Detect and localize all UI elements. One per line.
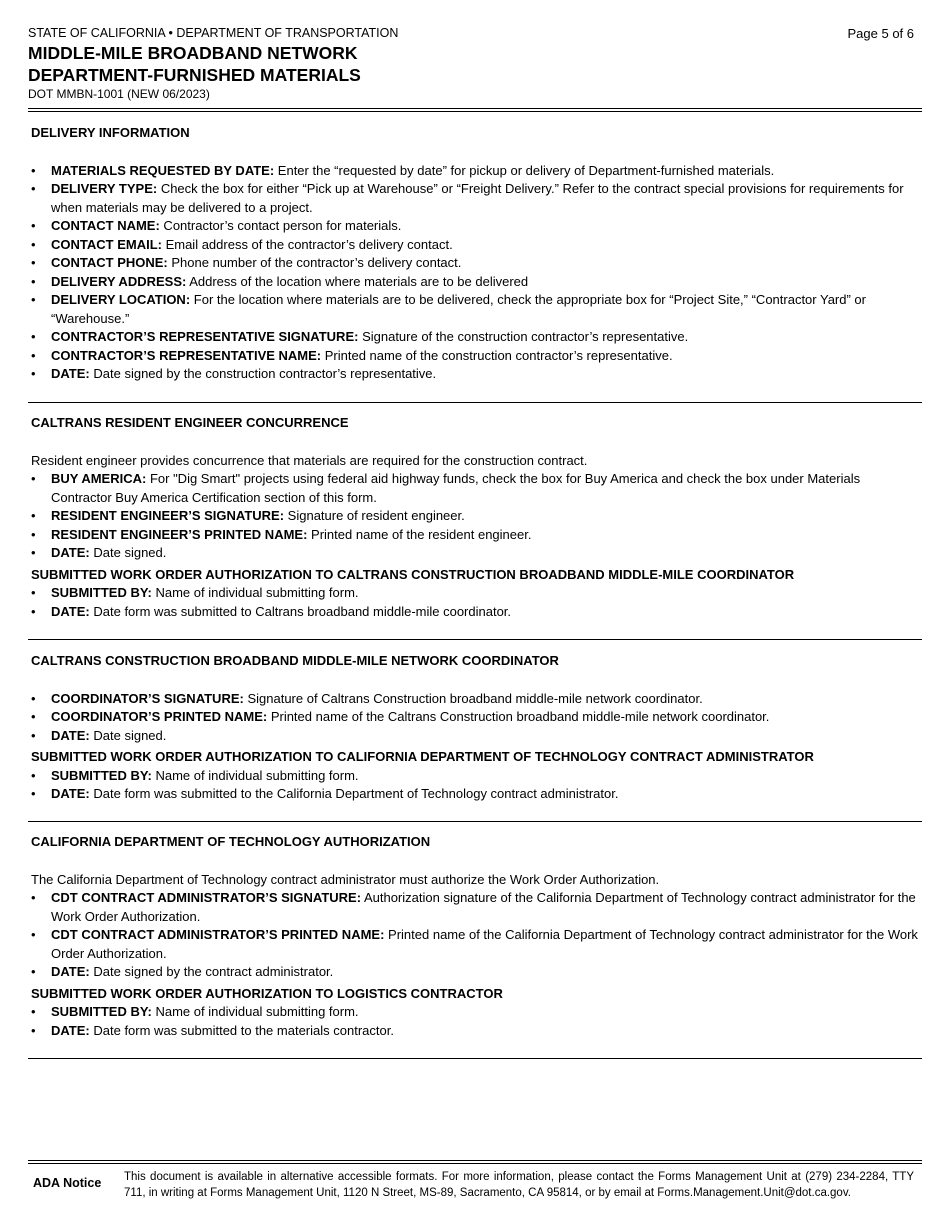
page-header xyxy=(28,26,922,104)
list-item xyxy=(31,507,919,526)
subsection-heading: SUBMITTED WORK ORDER AUTHORIZATION TO LOGISTICS CONTRACTOR xyxy=(31,985,503,1001)
item-term: CDT CONTRACT ADMINISTRATOR’S PRINTED NAME: xyxy=(51,927,385,942)
item-term: SUBMITTED BY: xyxy=(51,585,152,600)
item-term: COORDINATOR’S SIGNATURE: xyxy=(51,690,244,706)
list-item xyxy=(31,254,919,273)
item-text: Name of individual submitting form. xyxy=(151,767,359,783)
item-text: Name of individual submitting form. xyxy=(151,585,359,600)
list-item xyxy=(31,365,919,384)
section-title: CALTRANS CONSTRUCTION BROADBAND MIDDLE-MILE NETWORK COORDINATOR xyxy=(31,653,559,668)
bullet-list xyxy=(31,584,919,621)
section-title: CALTRANS RESIDENT ENGINEER CONCURRENCE xyxy=(31,415,349,430)
item-text: Signature of the construction contractor’s representative. xyxy=(358,329,689,344)
item-term: DELIVERY LOCATION: xyxy=(51,292,191,307)
section-delivery-information xyxy=(31,124,919,384)
header-divider xyxy=(28,108,922,112)
list-item xyxy=(31,526,919,545)
form-id: DOT MMBN-1001 (NEW 06/2023) xyxy=(28,87,210,101)
item-text: Date signed. xyxy=(89,727,167,743)
section-resident-engineer-concurrence xyxy=(31,414,919,621)
list-item xyxy=(31,544,919,563)
list-item xyxy=(31,708,919,727)
item-text: Printed name of the Caltrans Construction broadband middle-mile network coordinator. xyxy=(267,709,770,724)
list-item xyxy=(31,328,919,347)
item-term: CONTRACTOR’S REPRESENTATIVE SIGNATURE: xyxy=(51,329,359,344)
item-term: DELIVERY ADDRESS: xyxy=(51,273,187,289)
item-text: Printed name of the construction contractor’s representative. xyxy=(321,347,673,363)
item-term: SUBMITTED BY: xyxy=(51,767,152,783)
item-term: DATE: xyxy=(51,603,90,619)
list-item xyxy=(31,727,919,746)
item-term: RESIDENT ENGINEER’S SIGNATURE: xyxy=(51,508,285,523)
item-term: DATE: xyxy=(51,727,90,743)
item-term: CONTRACTOR’S REPRESENTATIVE NAME: xyxy=(51,347,322,363)
ada-notice-label: ADA Notice xyxy=(33,1176,102,1190)
list-item xyxy=(31,584,919,603)
list-item xyxy=(31,603,919,622)
section-divider xyxy=(28,1058,922,1059)
section-intro: The California Department of Technology contract administrator must authorize the Work Order Authorization. xyxy=(31,871,660,887)
item-text: Printed name of the California Department of Technology contract administrator for the Work Order Authorization. xyxy=(51,927,918,961)
list-item xyxy=(31,889,919,926)
item-text: Signature of resident engineer. xyxy=(284,508,465,523)
item-text: Name of individual submitting form. xyxy=(151,1004,359,1019)
form-title-line-1: MIDDLE-MILE BROADBAND NETWORK xyxy=(28,43,358,63)
page-footer xyxy=(28,1160,922,1199)
item-text: Contractor’s contact person for materials. xyxy=(159,218,402,233)
item-term: DATE: xyxy=(51,786,90,801)
subsection-heading: SUBMITTED WORK ORDER AUTHORIZATION TO CALIFORNIA DEPARTMENT OF TECHNOLOGY CONTRACT ADMINISTRATOR xyxy=(31,749,814,764)
item-text: Date signed by the construction contractor’s representative. xyxy=(89,366,437,381)
subsection-heading: SUBMITTED WORK ORDER AUTHORIZATION TO CALTRANS CONSTRUCTION BROADBAND MIDDLE-MILE COORDINATOR xyxy=(31,566,795,582)
item-text: Date form was submitted to the materials contractor. xyxy=(89,1022,394,1038)
form-title xyxy=(28,42,361,86)
list-item xyxy=(31,273,919,292)
list-item xyxy=(31,236,919,255)
item-term: CDT CONTRACT ADMINISTRATOR’S SIGNATURE: xyxy=(51,890,362,905)
item-text: Email address of the contractor’s delivery contact. xyxy=(161,236,453,252)
item-text: Signature of Caltrans Construction broadband middle-mile network coordinator. xyxy=(243,690,703,706)
bullet-list xyxy=(31,690,919,746)
agency-line: STATE OF CALIFORNIA • DEPARTMENT OF TRANSPORTATION xyxy=(28,26,399,40)
list-item xyxy=(31,217,919,236)
bullet-list xyxy=(31,162,919,384)
item-text: Date form was submitted to Caltrans broadband middle-mile coordinator. xyxy=(89,603,512,619)
section-intro: Resident engineer provides concurrence that materials are required for the construction contract. xyxy=(31,452,588,468)
item-term: DATE: xyxy=(51,1022,90,1038)
bullet-list xyxy=(31,889,919,982)
item-term: DATE: xyxy=(51,366,90,381)
item-text: Phone number of the contractor’s delivery contact. xyxy=(167,255,462,270)
item-text: For "Dig Smart" projects using federal aid highway funds, check the box for Buy America and check the box under Materials Contractor Buy America Certification section of this form. xyxy=(51,471,861,505)
footer-divider xyxy=(28,1160,922,1164)
item-text: Date signed by the contract administrator. xyxy=(89,964,334,979)
item-term: DATE: xyxy=(51,964,90,979)
section-cdt-authorization xyxy=(31,833,919,1040)
section-title: CALIFORNIA DEPARTMENT OF TECHNOLOGY AUTHORIZATION xyxy=(31,834,431,849)
list-item xyxy=(31,1022,919,1041)
item-term: DELIVERY TYPE: xyxy=(51,181,158,196)
page-number: Page 5 of 6 xyxy=(847,26,914,41)
section-divider xyxy=(28,639,922,640)
list-item xyxy=(31,1003,919,1022)
item-text: Date signed. xyxy=(89,545,167,560)
section-title: DELIVERY INFORMATION xyxy=(31,125,190,140)
item-term: BUY AMERICA: xyxy=(51,471,147,486)
item-text: Printed name of the resident engineer. xyxy=(307,526,532,542)
list-item xyxy=(31,180,919,217)
bullet-list xyxy=(31,1003,919,1040)
item-text: Enter the “requested by date” for pickup or delivery of Department-furnished materials. xyxy=(274,162,775,178)
item-term: RESIDENT ENGINEER’S PRINTED NAME: xyxy=(51,526,308,542)
item-term: SUBMITTED BY: xyxy=(51,1004,152,1019)
item-term: MATERIALS REQUESTED BY DATE: xyxy=(51,162,275,178)
section-broadband-coordinator xyxy=(31,652,919,804)
item-text: Date form was submitted to the California Department of Technology contract administrator. xyxy=(89,786,619,801)
item-text: Address of the location where materials are to be delivered xyxy=(186,273,529,289)
bullet-list xyxy=(31,767,919,804)
item-term: CONTACT PHONE: xyxy=(51,255,168,270)
list-item xyxy=(31,785,919,804)
section-divider xyxy=(28,402,922,403)
item-term: CONTACT EMAIL: xyxy=(51,236,162,252)
list-item xyxy=(31,291,919,328)
item-text: Check the box for either “Pick up at Warehouse” or “Freight Delivery.” Refer to the contract special provisions for requirements for when materials may be delivered to a project. xyxy=(51,181,904,215)
list-item xyxy=(31,690,919,709)
item-text: For the location where materials are to be delivered, check the appropriate box for “Project Site,” “Contractor Yard” or “Warehouse.” xyxy=(51,292,866,326)
list-item xyxy=(31,767,919,786)
item-term: COORDINATOR’S PRINTED NAME: xyxy=(51,709,268,724)
list-item xyxy=(31,162,919,181)
section-divider xyxy=(28,821,922,822)
list-item xyxy=(31,347,919,366)
item-term: DATE: xyxy=(51,545,90,560)
form-title-line-2: DEPARTMENT-FURNISHED MATERIALS xyxy=(28,65,361,85)
item-text: Authorization signature of the California Department of Technology contract administrator for the Work Order Authorization. xyxy=(51,890,916,924)
ada-notice-text: This document is available in alternative accessible formats. For more information, please contact the Forms Management Unit at (279) 234-2284, TTY 711, in writing at Forms Management Unit, 1120 N Street, MS-89, Sacramento, CA 95814, or by email at Forms.Management.Unit@dot.ca.gov. xyxy=(124,1171,914,1199)
bullet-list xyxy=(31,470,919,563)
list-item xyxy=(31,470,919,507)
list-item xyxy=(31,926,919,963)
list-item xyxy=(31,963,919,982)
item-term: CONTACT NAME: xyxy=(51,218,160,233)
